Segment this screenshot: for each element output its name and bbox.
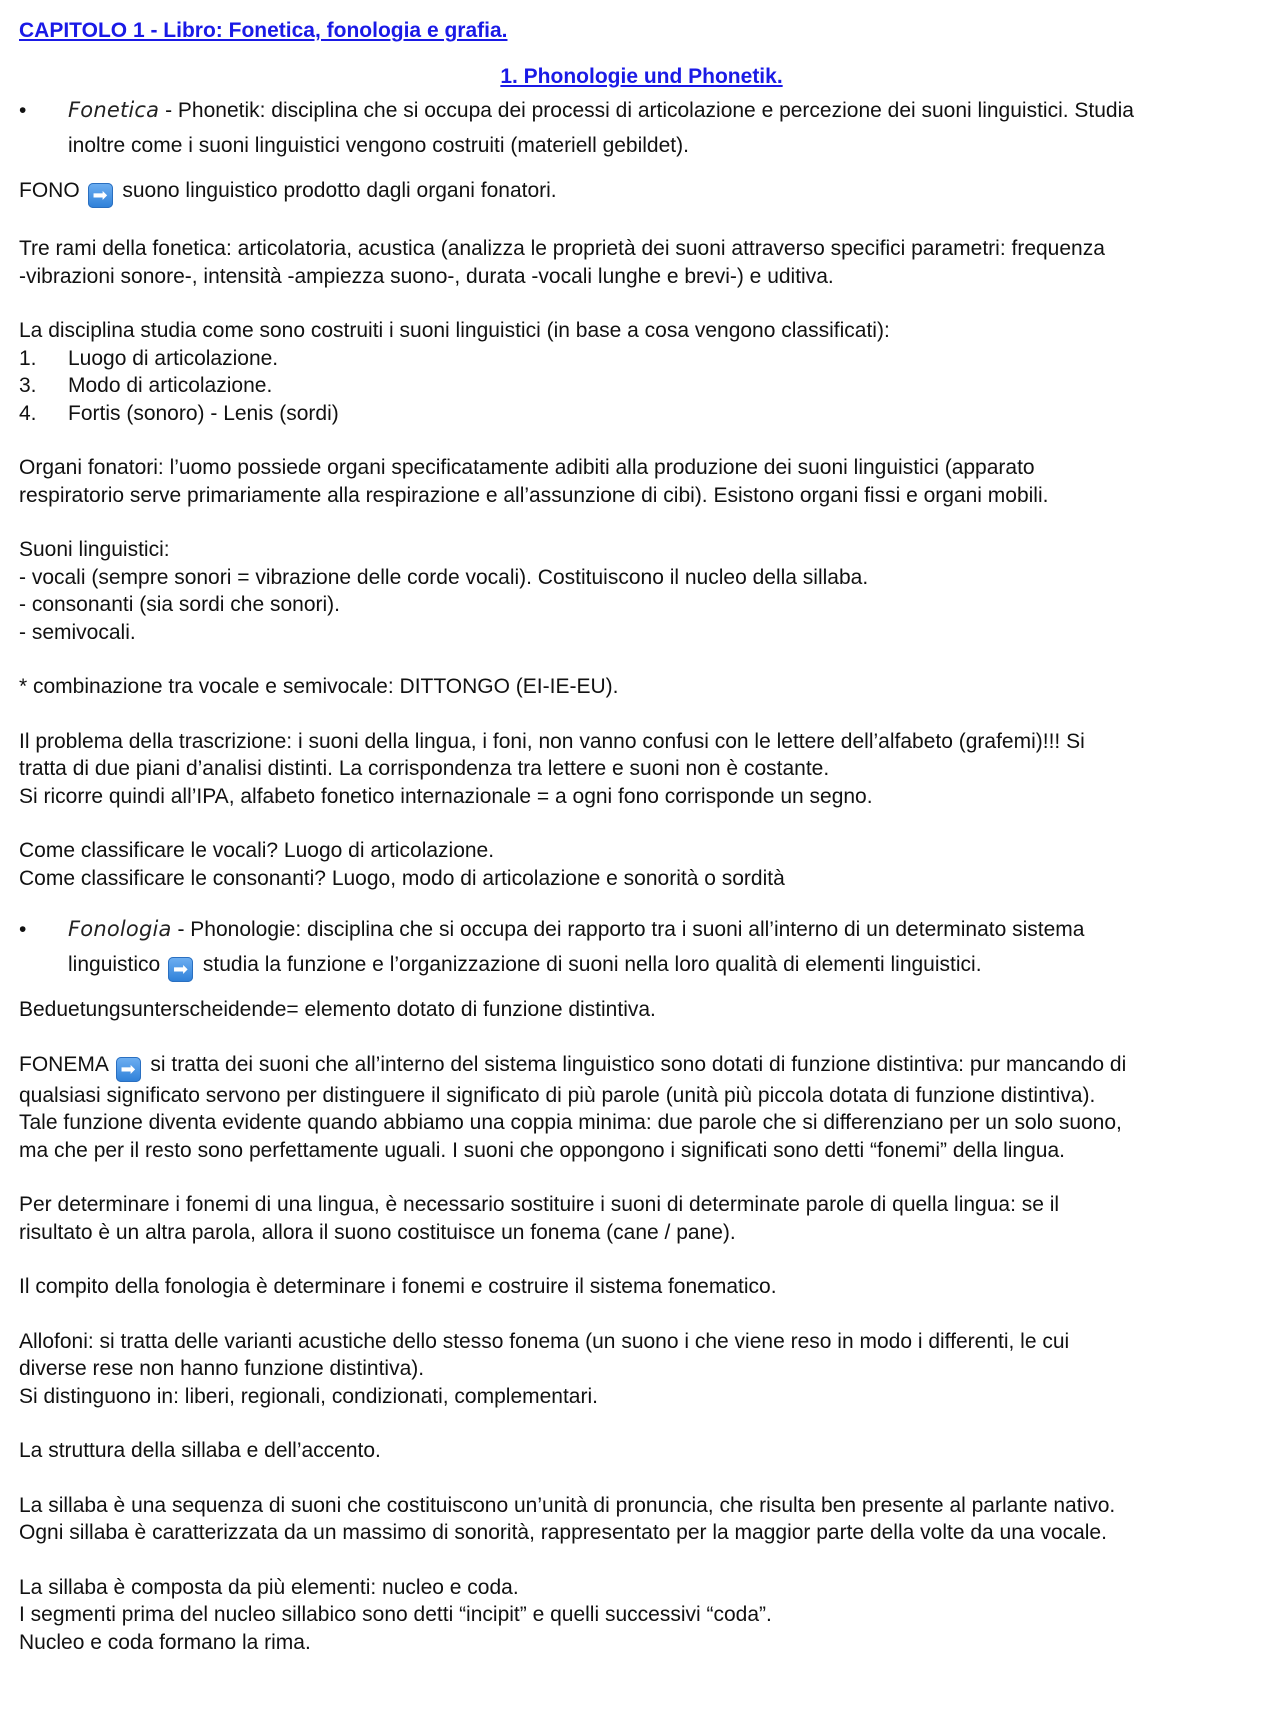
- determinare-line-2: risultato è un altra parola, allora il suono costituisce un fonema (cane / pane).: [19, 1220, 736, 1244]
- suoni-line-2: - consonanti (sia sordi che sonori).: [19, 593, 340, 616]
- list-item: [19, 345, 1264, 373]
- bullet-icon: •: [19, 918, 27, 941]
- list-item: [19, 372, 1264, 400]
- trascrizione-line-1: Il problema della trascrizione: i suoni della lingua, i foni, non vanno confusi con le lettere dell’alfabeto (grafemi)!!! Si: [19, 729, 1085, 753]
- fonetica-definition: - Phonetik: disciplina che si occupa dei processi di articolazione e percezione dei suoni linguistici. Studia: [159, 99, 1134, 122]
- domande-line-2: Come classificare le consonanti? Luogo, modo di articolazione e sonorità o sordità: [19, 866, 785, 890]
- list-number: 3.: [19, 374, 37, 397]
- fonema-line-4: ma che per il resto sono perfettamente uguali. I suoni che oppongono i significati sono detti “fonemi” della lingua.: [19, 1138, 1065, 1162]
- arrow-right-icon: ➡: [88, 183, 113, 208]
- list-number: 4.: [19, 401, 37, 425]
- fonologia-bullet: [19, 912, 1264, 982]
- fonema-line-2: qualsiasi significato servono per distinguere il significato di più parole (unità più piccola dotata di funzione distintiva).: [19, 1083, 1096, 1107]
- domande-line-1: Come classificare le vocali? Luogo di articolazione.: [19, 839, 495, 862]
- suoni-line-1: - vocali (sempre sonori = vibrazione delle corde vocali). Costituiscono il nucleo della sillaba.: [19, 565, 869, 589]
- list-text: Modo di articolazione.: [68, 374, 273, 397]
- chapter-heading-link[interactable]: CAPITOLO 1 - Libro: Fonetica, fonologia e grafia.: [19, 19, 508, 42]
- composta-line-2: I segmenti prima del nucleo sillabico sono detti “incipit” e quelli successivi “coda”.: [19, 1603, 772, 1626]
- fono-paragraph: [19, 177, 1264, 208]
- document-page: [19, 17, 1264, 1656]
- fonologia-text-a: linguistico: [68, 953, 167, 976]
- list-text: Fortis (sonoro) - Lenis (sordi): [68, 401, 339, 425]
- organi-line-2: respiratorio serve primariamente alla respirazione e all’assunzione di cibi). Esistono organi fissi e organi mobili.: [19, 483, 1049, 507]
- rami-line-2: -vibrazioni sonore-, intensità -ampiezza suono-, durata -vocali lunghe e brevi-) e uditiva.: [19, 264, 834, 288]
- fonologia-line-2: [68, 947, 1264, 982]
- fonema-line-3: Tale funzione diventa evidente quando abbiamo una coppia minima: due parole che si differenziano per un solo suono,: [19, 1111, 1122, 1134]
- rami-line-1: Tre rami della fonetica: articolatoria, acustica (analizza le proprietà dei suoni attraverso specifici parametri: frequenza: [19, 237, 1105, 260]
- fonema-term: FONEMA: [19, 1052, 108, 1076]
- fono-text: suono linguistico prodotto dagli organi fonatori.: [116, 179, 557, 202]
- suoni-title: Suoni linguistici:: [19, 538, 170, 561]
- arrow-right-icon: ➡: [168, 957, 193, 982]
- allofoni-line-1: Allofoni: si tratta delle varianti acustiche dello stesso fonema (un suono i che viene reso in modo i differenti, le cui: [19, 1329, 1070, 1353]
- classif-intro: La disciplina studia come sono costruiti i suoni linguistici (in base a cosa vengono classificati):: [19, 319, 890, 342]
- fonologia-line-1: [68, 912, 1264, 947]
- fonema-line-1: [19, 1051, 1264, 1082]
- bedeutung-paragraph: Beduetungsunterscheidende= elemento dotato di funzione distintiva.: [19, 998, 656, 1021]
- fonetica-handwritten-term: Fonetica: [68, 98, 160, 122]
- sillaba-line-2: Ogni sillaba è caratterizzata da un massimo di sonorità, rappresentato per la maggior parte della volte da una vocale.: [19, 1521, 1107, 1544]
- section-title-link[interactable]: 1. Phonologie und Phonetik.: [500, 65, 783, 88]
- trascrizione-line-2: tratta di due piani d’analisi distinti. La corrispondenza tra lettere e suoni non è costante.: [19, 757, 830, 780]
- list-number: 1.: [19, 346, 37, 370]
- determinare-line-1: Per determinare i fonemi di una lingua, è necessario sostituire i suoni di determinate parole di quella lingua: se il: [19, 1193, 1060, 1216]
- compito-paragraph: Il compito della fonologia è determinare i fonemi e costruire il sistema fonematico.: [19, 1275, 777, 1298]
- fonema-text: si tratta dei suoni che all’interno del sistema linguistico sono dotati di funzione distintiva: pur mancando di: [144, 1052, 1127, 1076]
- allofoni-line-2: diverse rese non hanno funzione distintiva).: [19, 1357, 425, 1380]
- fono-term: FONO: [19, 179, 80, 202]
- trascrizione-line-3: Si ricorre quindi all’IPA, alfabeto fonetico internazionale = a ogni fono corrisponde un segno.: [19, 784, 873, 808]
- section-title: [19, 63, 1264, 93]
- bullet-icon: •: [19, 99, 27, 122]
- fonologia-definition: - Phonologie: disciplina che si occupa dei rapporto tra i suoni all’interno di un determinato sistema: [171, 918, 1085, 941]
- fonetica-line-2: inoltre come i suoni linguistici vengono costruiti (materiell gebildet).: [68, 134, 689, 157]
- fonologia-handwritten-term: Fonologia: [68, 917, 172, 941]
- sillaba-line-1: La sillaba è una sequenza di suoni che costituiscono un’unità di pronuncia, che risulta ben presente al parlante nativo.: [19, 1493, 1116, 1517]
- allofoni-line-3: Si distinguono in: liberi, regionali, condizionati, complementari.: [19, 1384, 598, 1408]
- arrow-right-icon: ➡: [116, 1057, 141, 1082]
- composta-line-3: Nucleo e coda formano la rima.: [19, 1630, 311, 1654]
- composta-line-1: La sillaba è composta da più elementi: nucleo e coda.: [19, 1575, 519, 1599]
- fonologia-text-b: studia la funzione e l’organizzazione di suoni nella loro qualità di elementi linguistici.: [197, 953, 982, 976]
- struttura-heading: La struttura della sillaba e dell’accento.: [19, 1439, 381, 1462]
- list-item: [19, 400, 1264, 428]
- list-text: Luogo di articolazione.: [68, 346, 279, 370]
- organi-line-1: Organi fonatori: l’uomo possiede organi specificatamente adibiti alla produzione dei suoni linguistici (apparato: [19, 456, 1035, 479]
- suoni-line-3: - semivocali.: [19, 620, 136, 644]
- fonetica-bullet: [19, 93, 1264, 163]
- dittongo-note: * combinazione tra vocale e semivocale: DITTONGO (EI-IE-EU).: [19, 675, 619, 698]
- fonetica-line-1: [68, 93, 1264, 128]
